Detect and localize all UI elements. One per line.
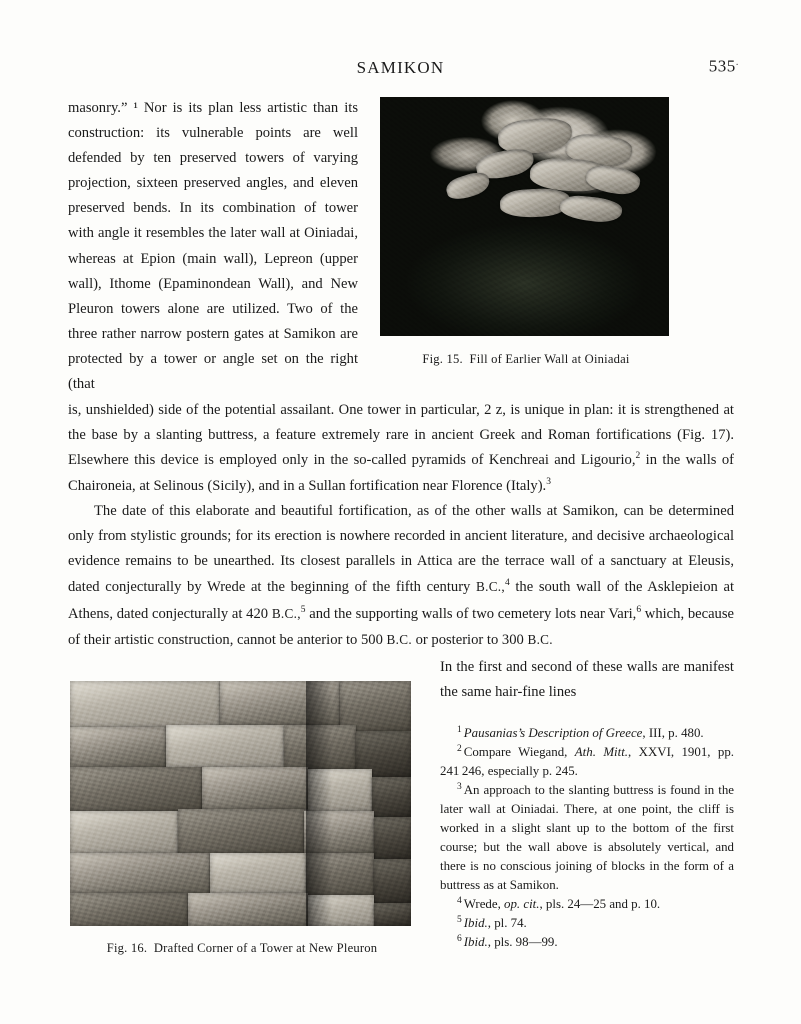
page-number-dot: . <box>735 56 739 68</box>
figure-15-caption-text: Fill of Earlier Wall at Oiniadai <box>469 352 630 366</box>
page-title: SAMIKON <box>356 58 445 77</box>
paragraph-date-e: or posterior to 300 <box>411 631 528 648</box>
footnote-1 <box>440 724 734 743</box>
figure-15-photo-texture <box>380 97 669 336</box>
body-column-left <box>68 96 358 397</box>
footnote-1-number: 1 <box>457 724 462 735</box>
footnote-6-italic: Ibid. <box>463 935 488 949</box>
figure-16-caption-text: Drafted Corner of a Tower at New Pleuron <box>153 941 378 955</box>
paragraph-date <box>68 499 734 653</box>
footnote-2-before: Compare Wiegand, <box>463 745 575 759</box>
paragraph-intro: masonry.” ¹ Nor is its plan less artistic than its construction: its vulnerable points are well defended by ten preserved towers of varying projection, sixteen preserved angles, and eleven preserved bends. In its combination of tower with angle it resembles the later wall at Oiniadai, whereas at Epion (main wall), Lepreon (upper wall), Ithome (Epaminondean Wall), and New Pleuron towers alone are utilized. Two of the three rather narrow postern gates at Samikon are protected by a tower or angle set on the right (that <box>68 100 358 393</box>
figure-16-caption <box>62 941 422 956</box>
figure-15-caption <box>380 352 672 367</box>
paragraph-date-c: and the supporting walls of two cemetery lots near Vari, <box>305 605 637 622</box>
footnote-4-number: 4 <box>457 895 462 906</box>
era-bc-1: B.C., <box>476 579 505 595</box>
footnote-1-rest: , III, p. 480. <box>642 726 704 740</box>
paragraph-continued-a: is, unshielded) side of the potential assailant. One tower in particular, 2 z, is unique in plan: it is strengthened at the base by a slanting buttress, a feature extremely rare in ancient Greek and Roman fortifications (Fig. 17). Elsewhere this device is employed only in the so-called pyramids of Kenchreai and Ligourio, <box>68 402 734 469</box>
footnote-2-italic: Ath. Mitt. <box>574 745 629 759</box>
era-bc-3: B.C. <box>386 631 412 647</box>
page-number-value: 535 <box>708 56 736 76</box>
paragraph-date-a: The date of this elaborate and beautiful fortification, as of the other walls at Samikon, can be determined only from stylistic grounds; for its erection is nowhere recorded in ancient literature, and decisive archaeological evidence remains to be unearthed. Its closest parallels in Attica are the terrace wall of a sanctuary at Eleusis, dated conjecturally by Wrede at the beginning of the fifth century <box>68 502 734 596</box>
figure-16-image <box>70 681 411 926</box>
paragraph-walls-continued: In the first and second of these walls are manifest the same hair-fine lines <box>440 659 734 701</box>
page-number <box>709 56 739 77</box>
footnote-2-rest: , XXVI, 1901, pp. 241 246, especially p. 245. <box>440 745 734 778</box>
figure-16-label: Fig. 16. <box>106 941 148 955</box>
body-column-right-lower <box>440 655 734 705</box>
figure-15-label: Fig. 15. <box>422 352 463 366</box>
footnote-ref-2: 2 <box>635 451 641 462</box>
footnote-6 <box>440 933 734 952</box>
footnotes-block <box>440 724 734 952</box>
footnote-3 <box>440 781 734 895</box>
footnote-ref-3: 3 <box>546 476 551 487</box>
footnote-ref-6: 6 <box>636 604 642 615</box>
paragraph-date-b: the south wall of the Asklepieion at Athens, dated conjecturally at 420 <box>68 579 734 622</box>
footnote-3-number: 3 <box>457 781 462 792</box>
footnote-4-before: Wrede, <box>463 897 505 911</box>
footnote-6-number: 6 <box>457 933 462 944</box>
footnote-4 <box>440 895 734 914</box>
footnote-2 <box>440 743 734 781</box>
footnote-4-italic: op. cit. <box>504 897 540 911</box>
figure-15-image <box>380 97 669 336</box>
paragraph-continued <box>68 398 734 499</box>
footnote-2-number: 2 <box>457 743 462 754</box>
footnote-ref-4: 4 <box>504 578 510 589</box>
era-bc-4: B.C. <box>527 631 553 647</box>
footnote-3-text: An approach to the slanting buttress is found in the later wall at Oiniadai. There, at one point, the cliff is worked in a slight slant up to the bottom of the first course; but the wall above is absolutely vertical, and there is no conscious joining of blocks in the form of a buttress as at Samikon. <box>440 783 734 892</box>
paragraph-date-d: which, because of their artistic construction, cannot be anterior to 500 <box>68 605 735 648</box>
footnote-4-rest: , pls. 24—25 and p. 10. <box>539 897 661 911</box>
footnote-1-italic: Pausanias’s Description of Greece <box>463 726 643 740</box>
paragraph-continued-b: in the walls of Chaironeia, at Selinous (Sicily), and in a Sullan fortification near Florence (Italy). <box>68 452 734 494</box>
body-main <box>68 398 734 653</box>
footnote-5-rest: , pl. 74. <box>487 916 527 930</box>
footnote-5-number: 5 <box>457 914 462 925</box>
footnote-ref-5: 5 <box>300 604 306 615</box>
footnote-5 <box>440 914 734 933</box>
figure-16-photo-texture <box>70 681 411 926</box>
era-bc-2: B.C., <box>271 605 301 621</box>
footnote-6-rest: , pls. 98—99. <box>487 935 558 949</box>
footnote-5-italic: Ibid. <box>463 916 488 930</box>
